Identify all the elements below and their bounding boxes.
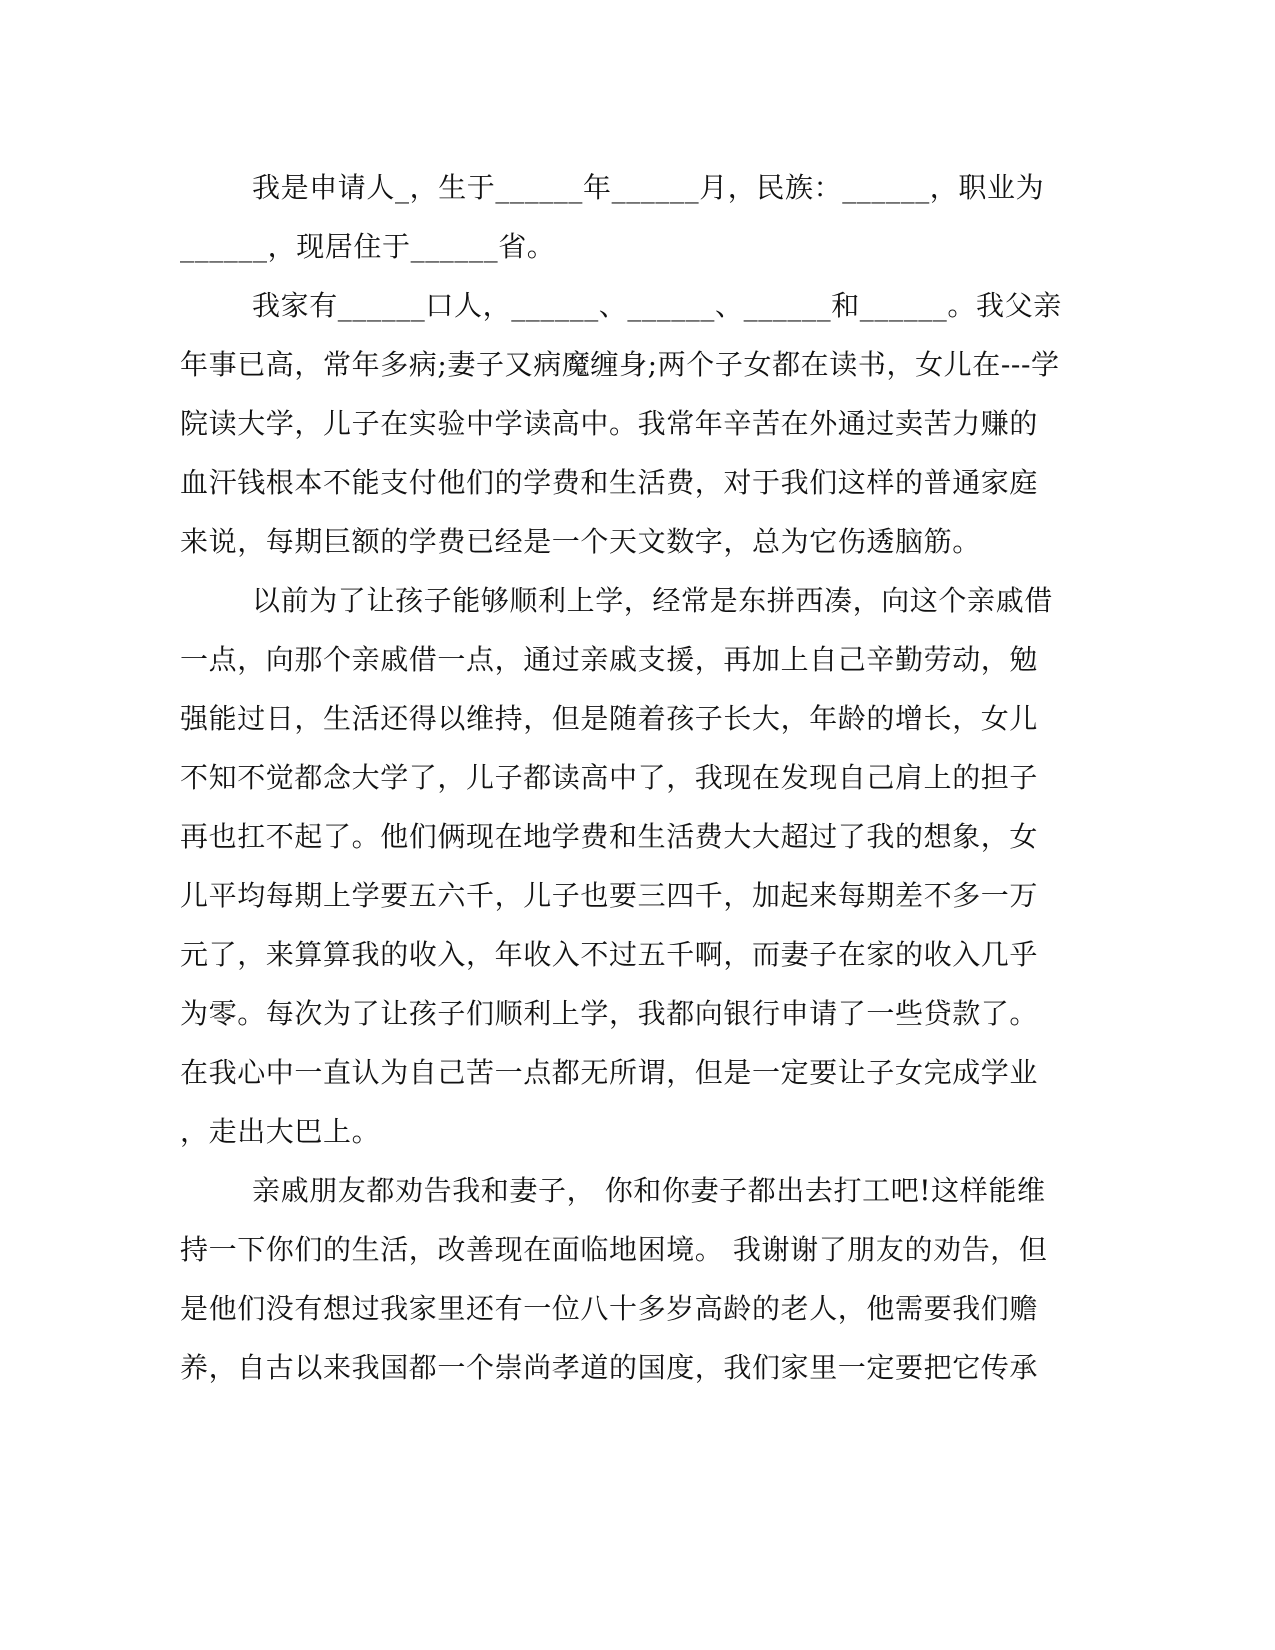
paragraph-applicant-info [180, 158, 1045, 276]
text-line: 为零。每次为了让孩子们顺利上学，我都向银行申请了一些贷款了。 [180, 997, 1039, 1030]
text-line: 血汗钱根本不能支付他们的学费和生活费，对于我们这样的普通家庭 [180, 466, 1039, 499]
document-body [180, 158, 1062, 1397]
text-line: ______，现居住于______省。 [180, 230, 556, 263]
text-line: 年事已高，常年多病;妻子又病魔缠身;两个子女都在读书，女儿在---学 [180, 348, 1060, 381]
text-line: 在我心中一直认为自己苦一点都无所谓，但是一定要让子女完成学业 [180, 1056, 1039, 1089]
text-line: 再也扛不起了。他们俩现在地学费和生活费大大超过了我的想象，女 [180, 820, 1039, 853]
text-line: 院读大学，儿子在实验中学读高中。我常年辛苦在外通过卖苦力赚的 [180, 407, 1039, 440]
text-line: 来说，每期巨额的学费已经是一个天文数字，总为它伤透脑筋。 [180, 525, 981, 558]
text-line: 不知不觉都念大学了，儿子都读高中了，我现在发现自己肩上的担子 [180, 761, 1039, 794]
text-line: 儿平均每期上学要五六千，儿子也要三四千，加起来每期差不多一万 [180, 879, 1039, 912]
text-line: 持一下你们的生活，改善现在面临地困境。 我谢谢了朋友的劝告，但 [180, 1233, 1048, 1266]
text-line: 我家有______口人，______、______、______和______。我父亲 [252, 289, 1062, 322]
text-line: 我是申请人_，生于______年______月，民族：______，职业为 [252, 171, 1045, 204]
text-line: 一点，向那个亲戚借一点，通过亲戚支援，再加上自己辛勤劳动，勉 [180, 643, 1039, 676]
text-line: 强能过日，生活还得以维持，但是随着孩子长大，年龄的增长，女儿 [180, 702, 1039, 735]
text-line: 元了，来算算我的收入，年收入不过五千啊，而妻子在家的收入几乎 [180, 938, 1039, 971]
text-line: 养，自古以来我国都一个崇尚孝道的国度，我们家里一定要把它传承 [180, 1351, 1039, 1384]
paragraph-financial-hardship [180, 571, 1053, 1161]
text-line: 是他们没有想过我家里还有一位八十多岁高龄的老人，他需要我们赡 [180, 1292, 1039, 1325]
text-line: 亲戚朋友都劝告我和妻子， 你和你妻子都出去打工吧!这样能维 [252, 1174, 1046, 1207]
paragraph-elderly-care [180, 1161, 1048, 1397]
text-line: 以前为了让孩子能够顺利上学，经常是东拼西凑，向这个亲戚借 [252, 584, 1053, 617]
text-line: ，走出大巴上。 [180, 1115, 381, 1148]
paragraph-family-situation [180, 276, 1062, 571]
